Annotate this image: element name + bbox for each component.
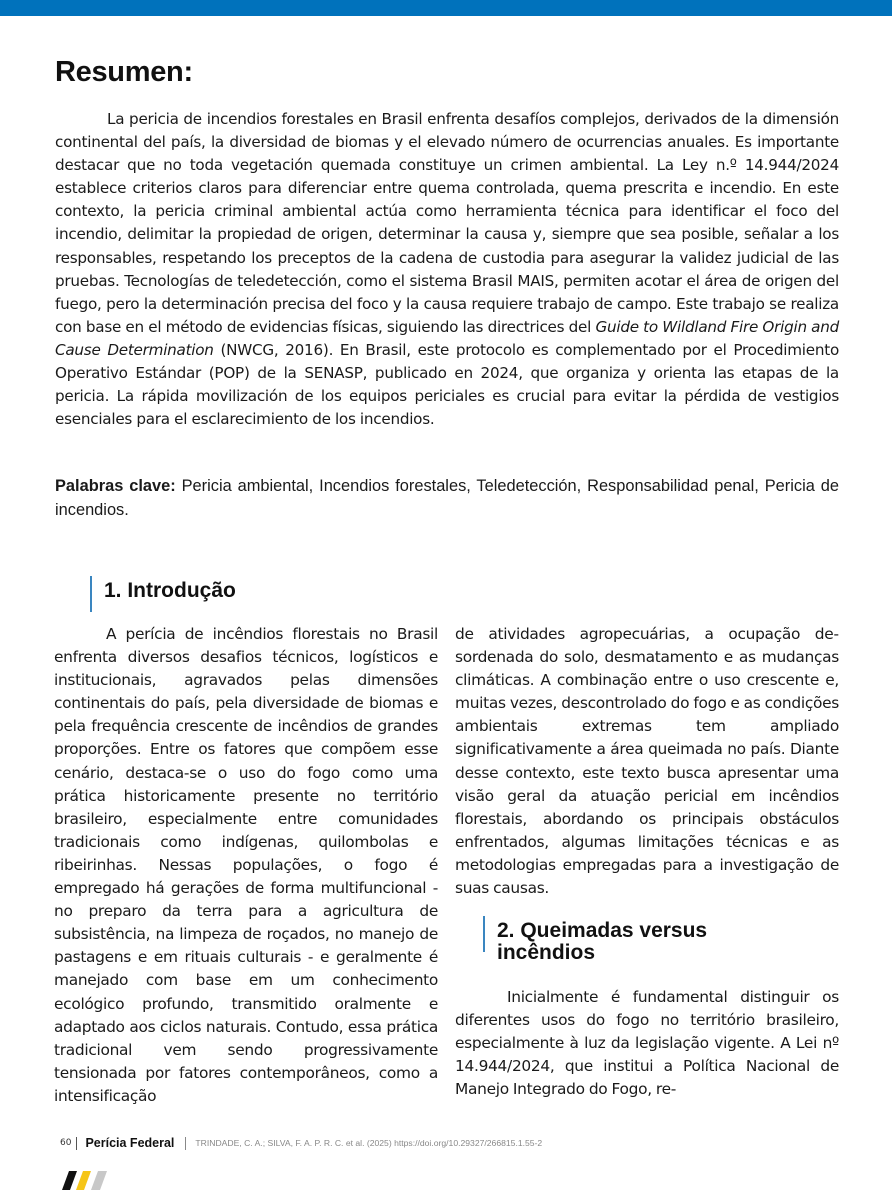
- introduction-paragraph-right-column: de atividades agropecuárias, a ocupação desordenada do solo, desmatamento e as mudanças climáticas. A combinação entre o uso crescente e, muitas vezes, descontrolado do fogo e as condições ambientais extremas tem ampliado significativamente a área queimada no país. Diante desse contexto, este texto busca apresentar uma visão geral da atuação pericial em incêndios florestais, abordando os principais obstáculos enfrentados, algumas limitações técnicas e as metodologias empregadas para a investigação de suas causas.: [455, 625, 839, 898]
- logo-stripe-black: [62, 1171, 77, 1190]
- paragraph-text: Inicialmente é fundamental distinguir os diferentes usos do fogo no território brasileiro, especialmente à luz da legislação vigente. A Lei nº 14.944/2024, que institui a Política Nacional de Manejo Integrado do Fogo, re-: [455, 988, 839, 1099]
- logo-stripe-gray: [91, 1171, 107, 1190]
- heading-accent-bar: [483, 916, 485, 952]
- page-footer: [60, 1136, 542, 1150]
- journal-logo-stripes-icon: [62, 1171, 112, 1190]
- introduction-paragraph-left-column: [54, 623, 438, 1108]
- citation-doi: TRINDADE, C. A.; SILVA, F. A. P. R. C. et al. (2025) https://doi.org/10.29327/266815.1.55-2: [195, 1138, 543, 1148]
- journal-name: Perícia Federal: [85, 1136, 175, 1150]
- footer-divider: [76, 1137, 77, 1150]
- logo-stripe-yellow: [76, 1171, 91, 1190]
- abstract-title: Resumen:: [55, 56, 193, 88]
- section-heading-text: 2. Queimadas versus incêndios: [497, 919, 708, 964]
- abstract-body: [55, 108, 839, 431]
- paragraph-text: A perícia de incêndios florestais no Brasil enfrenta diversos desafios técnicos, logísticos e institucionais, agravados pelas dimensões continentais do país, pela diversidade de biomas e pela frequência crescente de incêndios de grandes proporções. Entre os fatores que compõem esse cenário, destaca-se o uso do fogo como uma prática historicamente presente no território brasileiro, especialmente entre comunidades tradicionais como indígenas, quilombolas e ribeirinhas. Nessas populações, o fogo é empregado há gerações de forma multifuncional - no preparo da terra para a agricultura de subsistência, na limpeza de roçados, no manejo de pastagens e em rituais culturais - e geralmente é manejado com base em um conhecimento ecológico profundo, transmitido oralmente e adaptado aos ciclos naturais. Contudo, essa prática tradicional vem sendo progressivamente tensionada por fatores contemporâneos, como a intensificação: [54, 625, 438, 1105]
- abstract-text-part1: La pericia de incendios forestales en Brasil enfrenta desafíos complejos, derivados de la dimensión continental del país, la diversidad de biomas y el elevado número de ocurrencias anuales. Es importante destacar que no toda vegetación quemada constituye un crimen ambiental. La Ley n.º 14.944/2024 establece criterios claros para diferenciar entre quema controlada, quema prescrita e incendio. En este contexto, la pericia criminal ambiental actúa como herramienta técnica para identificar el foco del incendio, delimitar la propiedad de origen, determinar la causa y, siempre que sea posible, señalar a los responsables, respetando los preceptos de la cadena de custodia para asegurar la validez judicial de las pruebas. Tecnologías de teledetección, como el sistema Brasil MAIS, permiten acotar el área de origen del fuego, pero la determinación precisa del foco y la causa requiere trabajo de campo. Este trabajo se realiza con base en el método de evidencias físicas, siguiendo las directrices del: [55, 110, 839, 336]
- section-heading-queimadas-versus-incendios: [483, 920, 797, 964]
- queimadas-paragraph: [455, 986, 839, 1101]
- abstract-text-part2: (NWCG, 2016). En Brasil, este protocolo es complementado por el Procedimiento Operativo Estándar (POP) de la SENASP, publicado en 2024, que organiza y orienta las etapas de la pericia. La rápida movilización de los equipos periciales es crucial para evitar la pérdida de vestigios esenciales para el esclarecimiento de los incendios.: [55, 340, 839, 429]
- keywords: [55, 475, 839, 522]
- keywords-list: Pericia ambiental, Incendios forestales, Teledetección, Responsabilidad penal, Pericia de incendios.: [55, 477, 839, 519]
- keywords-label: Palabras clave:: [55, 477, 176, 495]
- section-heading-introduction: [90, 580, 236, 602]
- section-heading-text: 1. Introdução: [104, 579, 236, 602]
- footer-divider: [185, 1137, 186, 1150]
- heading-accent-bar: [90, 576, 92, 612]
- page-number: 60: [60, 1138, 72, 1148]
- abstract-cited-guide-title: Guide to Wildland Fire Origin and Cause Determination: [55, 317, 839, 359]
- header-color-bar: [0, 0, 892, 16]
